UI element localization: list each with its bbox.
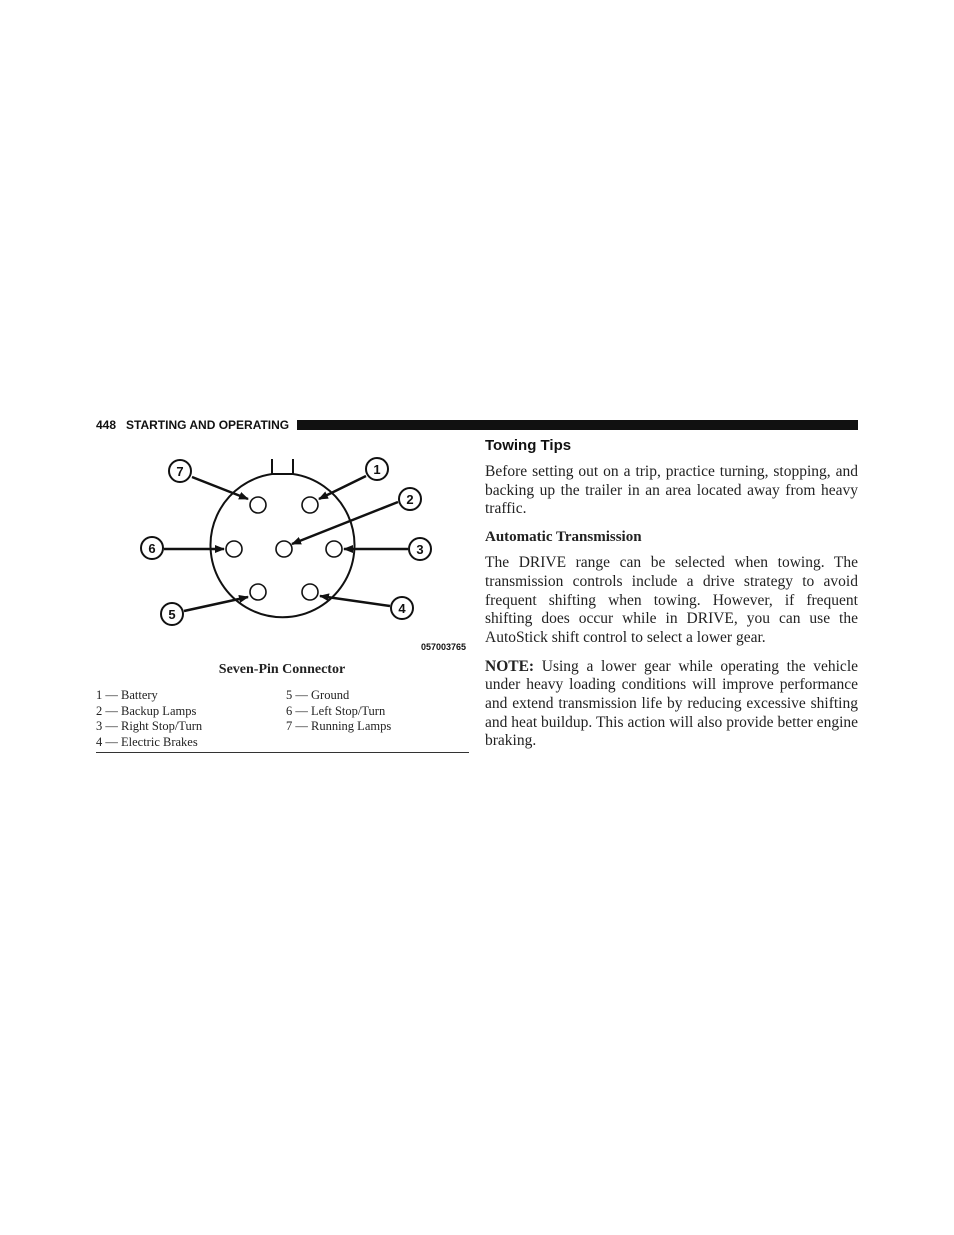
pin-5-socket [250,584,266,600]
legend-item: 5 — Ground [286,688,350,702]
pin-6-socket [226,541,242,557]
legend-item: 1 — Battery [96,688,158,702]
legend-item: 2 — Backup Lamps [96,703,197,718]
callout-3: 3 [416,542,424,557]
subheading: Automatic Transmission [485,529,642,546]
intro-paragraph: Before setting out on a trip, practice turning, stopping, and backing up the trailer in an area located away from heavy traffic. [485,463,858,518]
page-number: 448 [96,418,117,432]
section-heading: Towing Tips [485,437,572,454]
header-rule [297,420,858,430]
section-title: STARTING AND OPERATING [126,418,290,432]
callout-6: 6 [148,541,156,556]
pin-7-socket [250,497,266,513]
legend-column-2 [286,688,391,735]
pin-4-socket [302,584,318,600]
connector-housing [211,459,355,617]
legend-item: 4 — Electric Brakes [96,735,198,750]
legend-column-1 [96,688,202,751]
callout-7: 7 [176,464,184,479]
legend-item: 3 — Right Stop/Turn [96,719,203,734]
text-column [485,437,858,761]
callout-1: 1 [373,462,381,477]
page-header [96,417,858,433]
pin-3-socket [326,541,342,557]
callout-2: 2 [406,492,414,507]
pin-1-socket [302,497,318,513]
callout-4: 4 [398,601,406,616]
note-paragraph [485,658,858,752]
seven-pin-connector-diagram [130,452,470,657]
figure-caption: Seven-Pin Connector [218,662,346,677]
legend-item: 7 — Running Lamps [286,719,392,734]
note-text: Using a lower gear while operating the vehicle under heavy loading conditions will improve performance and extend transmission life by reducing excessive shifting and heat buildup. This action will also provide better engine braking. [485,657,858,750]
legend-rule [96,752,469,753]
callout-5: 5 [168,607,176,622]
arrow-4 [320,596,390,606]
pin-2-socket [276,541,292,557]
figure-code: 057003765 [421,642,467,652]
note-label: NOTE: [485,657,535,675]
arrow-5 [184,597,248,611]
legend-item: 6 — Left Stop/Turn [286,703,386,718]
body-paragraph: The DRIVE range can be selected when towing. The transmission controls include a drive strategy to avoid frequent shifting when towing. However, if frequent shifting does occur while in DRIVE, you can use the AutoStick shift control to select a lower gear. [485,554,858,646]
